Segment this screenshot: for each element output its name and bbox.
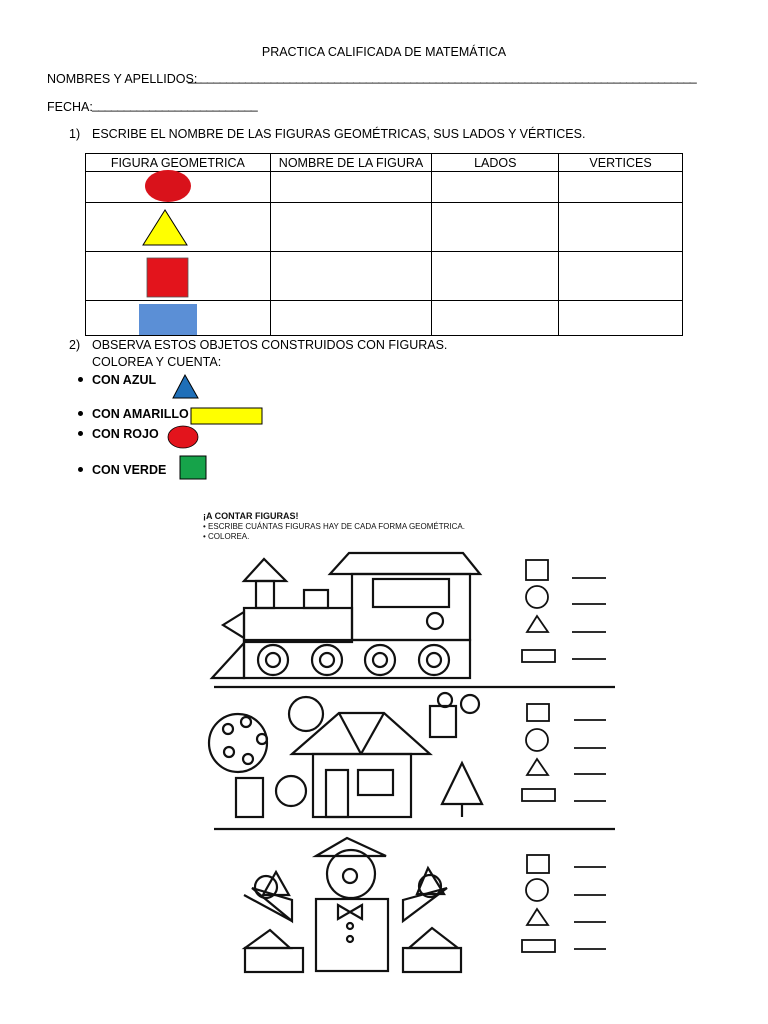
house-drawing <box>209 693 482 817</box>
triangle-icon <box>173 375 198 398</box>
color-label: CON AZUL <box>92 373 157 387</box>
triangle-icon <box>143 210 187 245</box>
table-figures <box>0 0 768 340</box>
count-column <box>522 560 606 952</box>
q2-number: 2) <box>69 338 81 352</box>
page-title: PRACTICA CALIFICADA DE MATEMÁTICA <box>261 45 507 59</box>
q1-number: 1) <box>69 127 81 141</box>
worksheet-line1: • ESCRIBE CUÁNTAS FIGURAS HAY DE CADA FORMA GEOMÉTRICA. <box>203 522 465 531</box>
q1-text: ESCRIBE EL NOMBRE DE LAS FIGURAS GEOMÉTRICAS, SUS LADOS Y VÉRTICES. <box>92 127 586 141</box>
train-drawing <box>212 553 480 678</box>
q2-subtext: COLOREA Y CUENTA: <box>92 355 222 369</box>
rectangle-icon <box>191 408 262 424</box>
worksheet-title: ¡A CONTAR FIGURAS! <box>203 511 299 521</box>
square-icon <box>147 258 188 297</box>
counting-worksheet <box>198 497 618 977</box>
color-label: CON AMARILLO <box>92 407 189 421</box>
column-header: VERTICES <box>559 154 683 172</box>
rectangle-icon <box>139 304 197 335</box>
clown-drawing <box>244 838 461 972</box>
date-label: FECHA: <box>47 100 93 114</box>
column-header: NOMBRE DE LA FIGURA <box>270 154 432 172</box>
column-header: LADOS <box>432 154 559 172</box>
color-label: CON VERDE <box>92 463 167 477</box>
date-field[interactable]: __________________________ <box>92 98 258 112</box>
circle-icon <box>168 426 198 448</box>
ellipse-icon <box>145 170 191 202</box>
names-label: NOMBRES Y APELLIDOS: <box>47 72 198 86</box>
names-field[interactable]: ________________________________________________________________________________ <box>188 70 697 84</box>
q2-text: OBSERVA ESTOS OBJETOS CONSTRUIDOS CON FIGURAS. <box>92 338 448 352</box>
square-icon <box>180 456 206 479</box>
worksheet-line2: • COLOREA. <box>203 532 250 541</box>
color-legend <box>0 360 300 485</box>
column-header: FIGURA GEOMETRICA <box>86 154 271 172</box>
color-label: CON ROJO <box>92 427 159 441</box>
